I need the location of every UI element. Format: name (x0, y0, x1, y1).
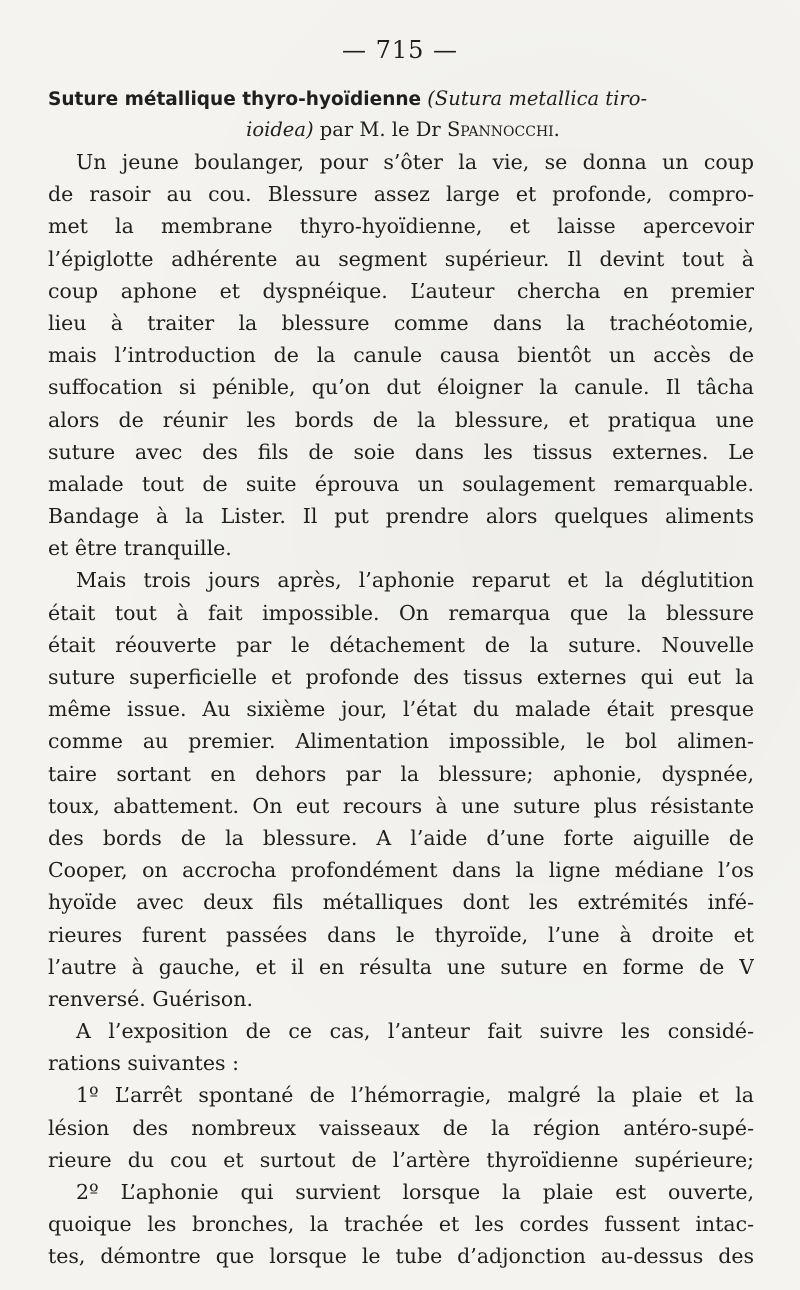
body-line: était réouverte par le détachement de la suture. Nouvelle (48, 632, 754, 657)
article-heading (48, 84, 758, 145)
body-line: Cooper, on accrocha profondément dans la ligne médiane l’os (48, 858, 754, 883)
page-number: — 715 — (341, 36, 459, 64)
body-line: lésion des nombreux vaisseaux de la région antéro-supé- (48, 1115, 754, 1140)
article-title-latin-end: ioidea) (246, 118, 314, 141)
author-prefix: par M. le Dr (319, 118, 441, 141)
article-body (48, 146, 754, 1273)
body-line: suffocation si pénible, qu’on dut éloigner la canule. Il tâcha (48, 375, 754, 400)
body-line: renversé. Guérison. (48, 986, 253, 1011)
body-line: quoique les bronches, la trachée et les cordes fussent intac- (48, 1212, 754, 1237)
body-line: même issue. Au sixième jour, l’état du malade était presque (48, 697, 754, 722)
body-line: Mais trois jours après, l’aphonie reparut et la déglutition (76, 568, 754, 593)
heading-line-1 (48, 84, 758, 115)
body-line: malade tout de suite éprouva un soulagement remarquable. (48, 471, 754, 496)
body-line: toux, abattement. On eut recours à une suture plus résistante (48, 793, 754, 818)
article-title-latin: (Sutura metallica tiro- (427, 87, 648, 110)
body-line: taire sortant en dehors par la blessure; aphonie, dyspnée, (48, 761, 754, 786)
body-line: tes, démontre que lorsque le tube d’adjonction au-dessus des (48, 1244, 754, 1269)
body-line: alors de réunir les bords de la blessure, et pratiqua une (48, 407, 754, 432)
author-name: Spannocchi. (446, 118, 560, 141)
body-line: suture superficielle et profonde des tissus externes qui eut la (48, 665, 754, 689)
body-line: était tout à fait impossible. On remarqua que la blessure (48, 600, 754, 625)
body-line: Un jeune boulanger, pour s’ôter la vie, se donna un coup (76, 150, 754, 174)
body-line: l’épiglotte adhérente au segment supérieur. Il devint tout à (48, 246, 754, 271)
body-line: mais l’introduction de la canule causa bientôt un accès de (48, 343, 754, 368)
body-line: 1º L’arrêt spontané de l’hémorragie, malgré la plaie et la (76, 1083, 754, 1108)
heading-line-2 (48, 115, 758, 145)
body-line: et être tranquille. (48, 536, 232, 561)
body-line: rieures furent passées dans le thyroïde, l’une à droite et (48, 922, 754, 947)
body-line: de rasoir au cou. Blessure assez large et profonde, compro- (48, 182, 754, 207)
body-line: coup aphone et dyspnéique. L’auteur chercha en premier (48, 278, 754, 303)
article-title: Suture métallique thyro-hyoïdienne (48, 89, 422, 110)
body-line: rations suivantes : (48, 1051, 239, 1076)
body-line: des bords de la blessure. A l’aide d’une forte aiguille de (48, 825, 754, 850)
body-line: 2º L’aphonie qui survient lorsque la plaie est ouverte, (76, 1180, 754, 1204)
body-line: hyoïde avec deux fils métalliques dont les extrémités infé- (48, 890, 754, 915)
body-line: met la membrane thyro-hyoïdienne, et laisse apercevoir (48, 214, 754, 239)
body-line: Bandage à la Lister. Il put prendre alors quelques aliments (48, 504, 754, 529)
body-line: suture avec des fils de soie dans les tissus externes. Le (48, 439, 754, 464)
body-line: A l’exposition de ce cas, l’anteur fait suivre les considé- (76, 1019, 754, 1044)
body-line: comme au premier. Alimentation impossible, le bol alimen- (48, 729, 754, 754)
body-line: l’autre à gauche, et il en résulta une suture en forme de V (48, 954, 754, 979)
body-line: rieure du cou et surtout de l’artère thyroïdienne supérieure; (48, 1147, 754, 1172)
body-line: lieu à traiter la blessure comme dans la trachéotomie, (48, 310, 754, 335)
